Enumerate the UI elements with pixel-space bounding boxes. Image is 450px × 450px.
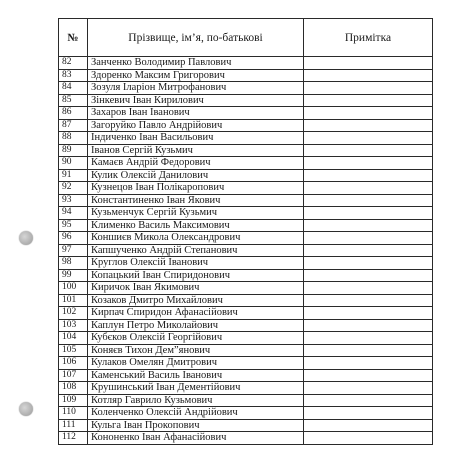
table-row [59,219,433,232]
row-number: 93 [59,194,88,207]
table-row [59,257,433,270]
row-number: 85 [59,94,88,107]
row-full-name: Коншиєв Микола Олександрович [88,232,304,245]
row-number: 86 [59,107,88,120]
column-header-note: Примітка [304,19,433,57]
row-full-name: Кузьменчук Сергій Кузьмич [88,207,304,220]
row-note [304,107,433,120]
row-full-name: Копацький Іван Спиридонович [88,269,304,282]
row-note [304,244,433,257]
roster-body [59,57,433,445]
table-row [59,194,433,207]
row-note [304,57,433,70]
row-note [304,369,433,382]
row-number: 105 [59,344,88,357]
row-full-name: Кульга Іван Прокопович [88,419,304,432]
row-full-name: Занченко Володимир Павлович [88,57,304,70]
row-note [304,319,433,332]
row-note [304,219,433,232]
row-full-name: Кулаков Омелян Дмитрович [88,357,304,370]
row-number: 106 [59,357,88,370]
row-note [304,82,433,95]
row-number: 91 [59,169,88,182]
row-full-name: Здоренко Максим Григорович [88,69,304,82]
row-note [304,432,433,445]
table-row [59,207,433,220]
row-full-name: Кирпач Спиридон Афанасійович [88,307,304,320]
row-note [304,269,433,282]
row-number: 88 [59,132,88,145]
row-note [304,94,433,107]
row-note [304,169,433,182]
row-note [304,144,433,157]
column-header-name: Прізвище, ім’я, по-батькові [88,19,304,57]
row-full-name: Круглов Олексій Іванович [88,257,304,270]
header-row [59,19,433,57]
row-note [304,382,433,395]
table-row [59,157,433,170]
table-row [59,57,433,70]
row-note [304,157,433,170]
table-row [59,244,433,257]
row-note [304,182,433,195]
row-full-name: Зозуля Іларіон Митрофанович [88,82,304,95]
row-note [304,357,433,370]
row-number: 110 [59,407,88,420]
row-full-name: Козаков Дмитро Михайлович [88,294,304,307]
punch-hole [19,231,33,245]
row-full-name: Клименко Василь Максимович [88,219,304,232]
table-row [59,432,433,445]
row-full-name: Камаєв Андрій Федорович [88,157,304,170]
row-number: 100 [59,282,88,295]
row-number: 102 [59,307,88,320]
row-number: 95 [59,219,88,232]
table-row [59,182,433,195]
row-note [304,419,433,432]
row-number: 112 [59,432,88,445]
row-full-name: Котляр Гаврило Кузьмович [88,394,304,407]
table-row [59,132,433,145]
row-full-name: Коленченко Олексій Андрійович [88,407,304,420]
row-full-name: Каменський Василь Іванович [88,369,304,382]
table-row [59,294,433,307]
row-note [304,294,433,307]
row-number: 96 [59,232,88,245]
table-row [59,82,433,95]
row-full-name: Індиченко Іван Васильович [88,132,304,145]
table-row [59,94,433,107]
row-full-name: Кузнецов Іван Полікаропович [88,182,304,195]
table-row [59,307,433,320]
row-note [304,307,433,320]
row-full-name: Кулик Олексій Данилович [88,169,304,182]
row-number: 97 [59,244,88,257]
table-row [59,319,433,332]
row-number: 107 [59,369,88,382]
row-note [304,257,433,270]
table-row [59,332,433,345]
row-number: 90 [59,157,88,170]
row-note [304,394,433,407]
row-note [304,69,433,82]
row-full-name: Киричок Іван Якимович [88,282,304,295]
table-row [59,344,433,357]
row-full-name: Зінкевич Іван Кирилович [88,94,304,107]
table-row [59,107,433,120]
row-full-name: Капшученко Андрій Степанович [88,244,304,257]
row-number: 111 [59,419,88,432]
row-number: 98 [59,257,88,270]
table-row [59,419,433,432]
row-full-name: Коняєв Тихон Дем”янович [88,344,304,357]
table-row [59,232,433,245]
roster-table [58,18,433,445]
row-full-name: Іванов Сергій Кузьмич [88,144,304,157]
table-row [59,282,433,295]
row-full-name: Кононенко Іван Афанасійович [88,432,304,445]
row-number: 94 [59,207,88,220]
row-number: 87 [59,119,88,132]
row-note [304,344,433,357]
table-row [59,394,433,407]
row-note [304,232,433,245]
row-full-name: Загоруйко Павло Андрійович [88,119,304,132]
row-number: 108 [59,382,88,395]
row-note [304,407,433,420]
table-row [59,382,433,395]
column-header-number: № [59,19,88,57]
table-row [59,69,433,82]
row-full-name: Захаров Іван Іванович [88,107,304,120]
table-row [59,144,433,157]
punch-hole [19,402,33,416]
row-note [304,282,433,295]
row-number: 89 [59,144,88,157]
row-full-name: Кубєков Олексій Георгійович [88,332,304,345]
row-number: 83 [59,69,88,82]
table-row [59,369,433,382]
row-number: 82 [59,57,88,70]
row-number: 92 [59,182,88,195]
row-note [304,132,433,145]
table-row [59,169,433,182]
row-number: 109 [59,394,88,407]
row-number: 84 [59,82,88,95]
row-full-name: Константиненко Іван Якович [88,194,304,207]
row-full-name: Каплун Петро Миколайович [88,319,304,332]
table-row [59,119,433,132]
row-full-name: Крушинський Іван Дементійович [88,382,304,395]
row-number: 99 [59,269,88,282]
row-note [304,332,433,345]
row-note [304,207,433,220]
row-number: 103 [59,319,88,332]
row-number: 101 [59,294,88,307]
row-note [304,194,433,207]
row-note [304,119,433,132]
table-row [59,357,433,370]
table-row [59,269,433,282]
row-number: 104 [59,332,88,345]
table-row [59,407,433,420]
